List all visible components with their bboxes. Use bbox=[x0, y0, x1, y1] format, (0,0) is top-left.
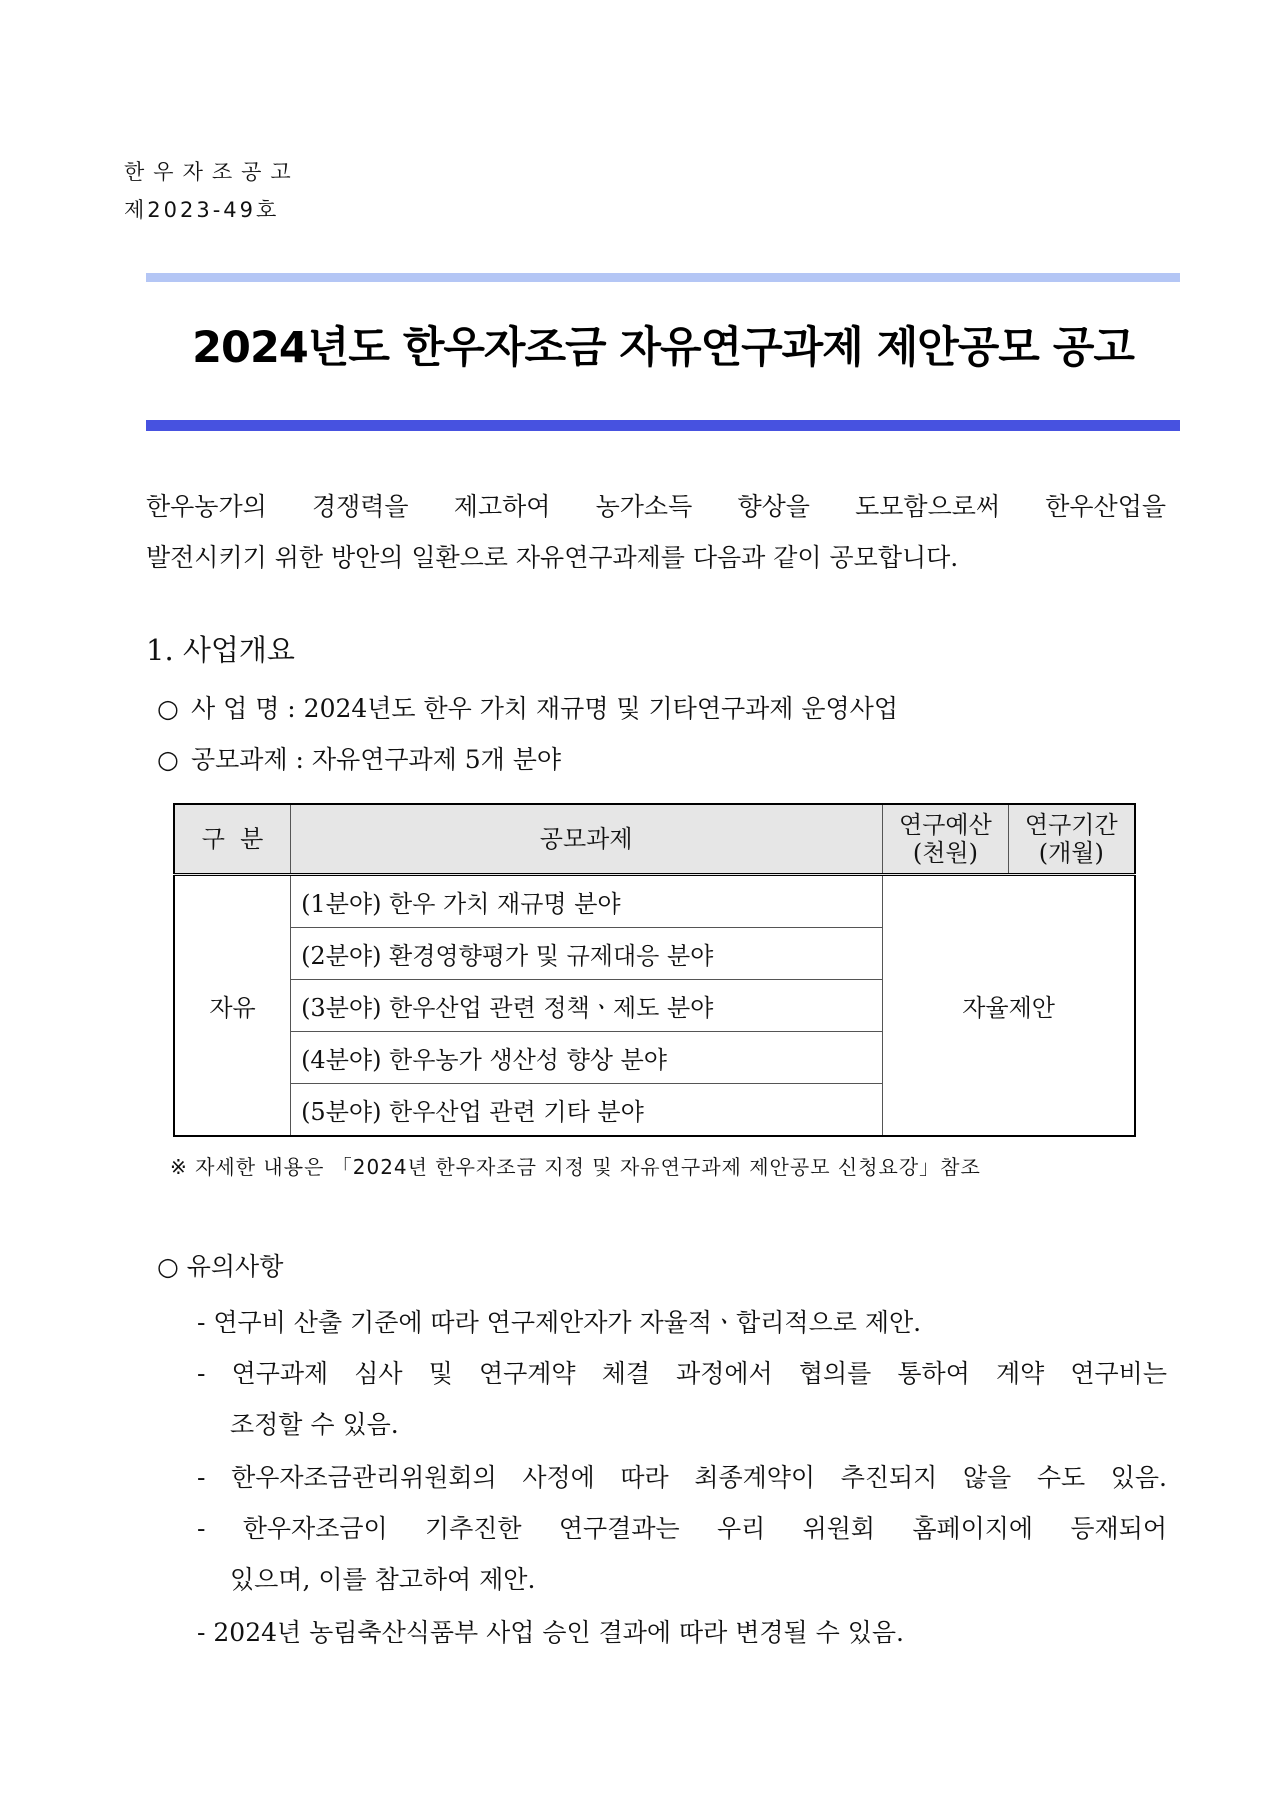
title-bar-bottom bbox=[146, 420, 1180, 431]
reference-note: ※ 자세한 내용은 「2024년 한우자조금 지정 및 자유연구과제 제안공모 신청요강」참조 bbox=[170, 1155, 981, 1179]
business-name-line bbox=[157, 689, 898, 729]
intro-paragraph bbox=[146, 481, 1166, 583]
header-budget bbox=[883, 804, 1008, 875]
table-header-row bbox=[174, 804, 1135, 875]
topic-cell: (1분야) 한우 가치 재규명 분야 bbox=[291, 875, 883, 928]
header-period-line-1: 연구기간 bbox=[1024, 811, 1118, 839]
topic-cell: (2분야) 환경영향평가 및 규제대응 분야 bbox=[291, 928, 883, 980]
header-category-label: 구 분 bbox=[201, 825, 264, 853]
topic-count-line bbox=[157, 740, 561, 780]
caution-item-2-line-1: - 연구과제 심사 및 연구계약 체결 과정에서 협의를 통하여 계약 연구비는 bbox=[197, 1359, 1167, 1388]
intro-line-1: 한우농가의 경쟁력을 제고하여 농가소득 향상을 도모함으로써 한우산업을 bbox=[146, 492, 1166, 521]
notice-number-block bbox=[124, 153, 300, 229]
budget-period-cell: 자율제안 bbox=[883, 875, 1135, 1137]
caution-item-4-line-1: - 한우자조금이 기추진한 연구결과는 우리 위원회 홈페이지에 등재되어 bbox=[197, 1514, 1167, 1543]
cautions-heading: ○ 유의사항 bbox=[157, 1252, 284, 1281]
caution-item-1-text: - 연구비 산출 기준에 따라 연구제안자가 자율적ㆍ합리적으로 제안. bbox=[197, 1308, 922, 1337]
topic-cell: (4분야) 한우농가 생산성 향상 분야 bbox=[291, 1032, 883, 1084]
caution-item-3-text: - 한우자조금관리위원회의 사정에 따라 최종계약이 추진되지 않을 수도 있음. bbox=[197, 1463, 1167, 1492]
topic-cell: (5분야) 한우산업 관련 기타 분야 bbox=[291, 1084, 883, 1137]
circle-bullet-icon: ○ bbox=[157, 694, 179, 723]
header-category bbox=[174, 804, 291, 875]
caution-item-2 bbox=[197, 1348, 1167, 1450]
table-row bbox=[174, 875, 1135, 928]
intro-line-2: 발전시키기 위한 방안의 일환으로 자유연구과제를 다음과 같이 공모합니다. bbox=[146, 543, 959, 572]
circle-bullet-icon: ○ bbox=[157, 745, 179, 774]
topic-count-text: 공모과제 : 자유연구과제 5개 분야 bbox=[191, 745, 562, 774]
page-title: 2024년도 한우자조금 자유연구과제 제안공모 공고 bbox=[192, 323, 1134, 373]
header-period bbox=[1008, 804, 1135, 875]
notice-org: 한우자조공고 bbox=[124, 160, 300, 184]
header-topic bbox=[291, 804, 883, 875]
caution-item-3 bbox=[197, 1452, 1167, 1503]
caution-item-5-text: - 2024년 농림축산식품부 사업 승인 결과에 따라 변경될 수 있음. bbox=[197, 1618, 904, 1647]
category-cell: 자유 bbox=[174, 875, 291, 1137]
caution-item-4 bbox=[197, 1503, 1167, 1605]
caution-item-1 bbox=[197, 1297, 1167, 1348]
notice-number: 제2023-49호 bbox=[124, 198, 280, 222]
section-1-heading: 1. 사업개요 bbox=[146, 633, 295, 667]
business-name-text: 사 업 명 : 2024년도 한우 가치 재규명 및 기타연구과제 운영사업 bbox=[191, 694, 898, 723]
caution-item-4-line-2: 있으며, 이를 참고하여 제안. bbox=[230, 1565, 536, 1594]
header-period-line-2: (개월) bbox=[1038, 839, 1104, 867]
topics-table bbox=[173, 803, 1136, 1137]
caution-item-5 bbox=[197, 1607, 1167, 1658]
caution-item-2-line-2: 조정할 수 있음. bbox=[230, 1410, 399, 1439]
header-topic-label: 공모과제 bbox=[539, 825, 633, 853]
topic-cell: (3분야) 한우산업 관련 정책ㆍ제도 분야 bbox=[291, 980, 883, 1032]
title-bar-top bbox=[146, 273, 1180, 282]
header-budget-line-2: (천원) bbox=[912, 839, 978, 867]
header-budget-line-1: 연구예산 bbox=[899, 811, 992, 839]
